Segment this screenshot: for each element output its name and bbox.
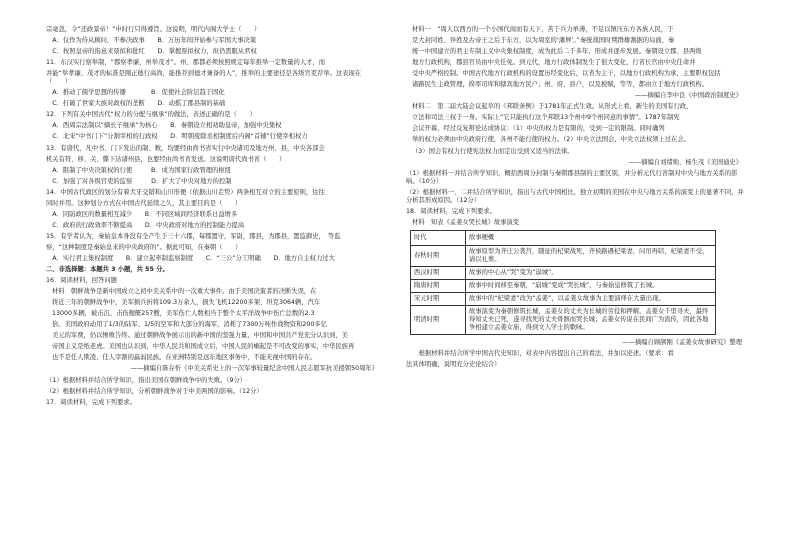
requirement-line: 根据材料并结合所学中国古代史知识，对表中内容提出自己的看法，并加以论述。（要求：看 [406,350,674,358]
material-two-source: ——摘编自刘绪贻、杨生茂《美国通史》 [628,158,742,166]
question-line: 机关有符、移、关、牒下达诸州县，也要经由尚书省发送。这说明唐代尚书省（ ） [46,155,286,163]
question-line: 12．下列有关中国古代“权力的分配与继承”的做法，表述正确的是（ ） [46,111,256,119]
question-18-title: 18．阅读材料，完成下列要求。 [406,207,496,215]
subquestion-line: （2）根据材料并结合所学知识，分析朝鲜战争对于中美两国的影响。（12分） [46,387,263,395]
table-caption: 材料 知表《孟姜女哭长城》故事演变 [412,218,520,226]
material-line: 材料二 第二届大陆会议起草的《邦联条例》于1781年正式生效。从形式上看，新生的美国有行政、 [412,103,693,111]
table-cell-summary: 故事中的“杞梁妻”改为“孟姜”，以孟姜女故事为主要演绎在大量出现。 [466,293,716,306]
table-row [411,245,716,266]
question-line: C．北宋“中书门下”分割宰相的行政权 D．明朝废除丞相制度后内阁“首辅”行使宰相权力 [46,133,308,141]
question-16-title: 16．阅读材料，回答问题 [46,277,117,285]
question-line: 15．有学者认为，秦始皇本身没有全产生于三十六郡，每郡置守，军尉，郡县，为郡县，置监御史， 等监 [46,232,341,240]
material-two [406,103,746,155]
material-line: 统一中国建立的君主专制主义中央集权制度，成为此后二千多年，形成并逐步发展。秦朝设立郡、县两级 [412,48,702,56]
table-cell-era: 明清时期 [411,306,466,335]
question-17-subquestions [406,170,746,205]
material-line: 13000多辆，被击沉、击伤舰艇257艘，美军伤亡人数相当于整个太平洋战争中伤亡总数的2.3 [52,310,315,318]
question-line: C．按照皇帝的指意来票拟和批红 D．掌握票拟权力，但仍需服从君权 [46,48,257,56]
question-line: 宗毫忽，令“还政景帝！”申时行只得遵旨。这说明，明代内阁大学士（ ） [46,26,261,33]
question-16-material [46,288,382,362]
left-column [46,26,382,410]
table-row [411,266,716,279]
table-cell-era: 春秋时期 [411,245,466,266]
material-one [406,26,746,89]
question-line: A．实行君主集权制度 B．建立起牵制监察制度 C．“三公”分工明确 D．地方自主权力过大 [46,254,335,262]
table-header-summary: 故事梗概 [466,230,716,245]
table-cell-era: 西汉时期 [411,266,466,279]
table-source: ——摘编自顾颉刚《孟姜女故事研究》整理 [622,339,742,347]
question-line: A．推动了儒学思想的传播 B．促使社会阶层趋于固化 [46,89,225,97]
material-line: （3）国会有权力行使宪法权力而定出受到又适当的法律。 [412,147,574,155]
material-line: 受中央严格控制。中国古代地方行政机构的设置历经变化后，以省为主干，以地方行政机构为承，主要职权包括 [412,70,721,78]
question-16-source: ——摘编自陈存忻《中美关系史上的一次军事较量纪念中国人民志愿军抗美援朝50周年》 [130,365,378,373]
subquestion-line: （1）根据材料并结合所学知识，指出美国在朝鲜战争中的失败。（9分） [46,376,247,384]
question-line: A．西周宗法制以“嫡长子继承”为核心 B．秦朝设立相劝助皇帝，加强中央集权 [46,122,282,130]
material-line: 美元的军费，仍以惨败告终。通过朝鲜战争展示出的新中国的坚强力量，中国和中国共产党充分认识到，美 [52,332,348,340]
section-title: 二、非选择题：本题共 3 小题，共 55 分。 [46,266,169,274]
material-line: 帝国主义是纸老虎。美国也认识到，中华人民共和国成立后，中国人民的崛起是不可改变的事实，中华民族再 [52,343,355,351]
question-16-subquestions [46,377,382,396]
table-row [411,306,716,335]
question-17-title: 17．阅读材料，完成下列要求。 [46,398,136,406]
question-line: 14．中国古代政区的划分有着犬牙交错和山川形便（依据山川走势）两条相互对立的主要原则，往往 [46,188,325,196]
question-line: 同时并用。这种划分方式在中国古代延续之久，其主要目的是（ ） [46,199,242,207]
right-column [406,26,746,372]
question-line: C．政府的行政效率不断提高 D．中央政府对地方的控制能力提高 [46,221,245,229]
material-line: 是大封同姓、异姓及古帝王之后于东方，以为周室的‘藩屏’。”秦统战国时期群雄割据的局面，秦 [412,37,675,45]
table-cell-summary: 故事演变为秦朝修筑长城，孟姜女的丈夫为长城的劳役和押解，孟姜女千里寻夫，最终得知丈夫已死，遂寻找死的丈夫骨骸而哭长城；孟姜女传说在民间广为流传，因此各地争相建立孟姜女庙，得到文人学士的歌咏。 [466,306,716,335]
table-row [411,280,716,293]
material-one-source: ——摘编自李中良《中国政治制度史》 [634,92,742,100]
subquestion-line: （1）根据材料一并结合所学知识，概括西周分封制与秦朝郡县制的主要区别，并分析元代行省制对中央与地方关系的影响。（10分） [406,169,738,185]
question-line: C．打破了世家大族对政权的垄断 D．动摇了郡县制的基础 [46,100,226,108]
table-cell-summary: 故事原型为齐庄公袭莒，随征的杞梁战死，齐侯路遇杞梁妻，问吊再唁，杞梁妻不受，请以礼葬。 [466,245,716,266]
table-cell-summary: 故事的中心从“哭”变为“崩城”。 [466,266,716,279]
question-line: 11．东汉实行察举制，“郡察孝廉，州举茂才”。州、郡都必须按照规定每年推举一定数量的人才，而 [46,59,326,67]
material-line: 诸路民生主政管理，揆率司库和辖宾地方民户；州、府、县户，以及税赋，等等，都由立于地方行政机构。 [412,81,708,89]
subquestion-line: （2）根据材料一、二并结合所学知识，指出与古代中国相比，独立初期的美国在中央与地方关系的演变上的显著不同，并分析其形成原因。（12分） [406,188,744,204]
table-cell-era: 宋元时期 [411,293,466,306]
question-18-requirement [406,350,746,369]
material-line: 也不是任人欺凌、任人宰割的羸弱民族。在亚洲特别是远东地区事务中，不能无视中国的存在。 [52,354,317,362]
question-line: 察，“这种制度是秦始皇来的中央政府的”。据此可知，在秦朝（ ） [46,243,242,251]
material-line: 倍。美国政府动用了1/3的陆军、1/5的空军和大部分的海军，消耗了7300万吨作战物资和200多亿 [52,321,327,329]
table-header-era: 时代 [411,230,466,245]
table-body [411,245,716,334]
question-line: 13．有唐代，凡中书、门下发出的制、敕，均要经由尚书省实行中央诸司及地方州、县，中央各部会 [46,144,325,152]
material-line: 材料一 “周人以西方的一个小国代商而有天下，苦于兵力单薄，不足以镇压东方各族人民，于 [412,26,674,33]
table-row [411,293,716,306]
requirement-line: 法具体明确，说明充分史论结合） [406,361,501,369]
table-cell-summary: 故事中时间移至秦朝，“崩城”变成“哭长城”，与秦始皇修筑了长城。 [466,280,716,293]
material-line: 会议开幕，经过反复辩论达成协议：（1）中央的权力是有限的，受到一定的限制。同时确列 [412,125,665,133]
multiple-choice-section [46,26,382,263]
material-line: 将近三年的朝鲜战争中，美军损兵折将109.3万余人，损失飞机12200多架、坦克3064辆，汽车 [52,299,321,307]
table-cell-era: 隋唐时期 [411,280,466,293]
question-line: 并能“举孝廉、茂才的标准是刚正德行高尚，能推荐到德才兼备的人”，推举的主要途径是各级官吏荐举。这表现在（ ） [46,70,362,86]
question-line: A．同防政区的数量相互减少 B．不同区域间经济联系日益增多 [46,210,238,218]
material-line: 举的权力必须由中央政府行使，各州不能行使的权力。（2）中央立法国会，中央立法权须上过在会。 [412,136,690,144]
material-line: 地方行政机构，郡县官员由中央任免。到元代，地方行政体制发生了很大变化，行省长官由中央任命并 [412,59,696,67]
material-line: 立法和司法三权于一身。实际上“它只能执行这个邦联13个州中9个州同意的事情”。1787年制宪 [412,114,680,122]
question-line: A．限制了中央决策权的行使 B．成为国家行政管理的枢纽 [46,166,231,174]
story-evolution-table [410,230,716,335]
table-header-row [411,230,716,245]
material-line: 材料 朝鲜战争是新中国成立之初中美关系中的一次重大事件。由于美国决策者的决断失误，在 [52,288,317,296]
question-line: A．仅作为侍从顾问，不参决政事 B．万历年间开始参与军国大事决策 [46,37,257,45]
question-line: C．加强了对各级官吏的监察 D．扩大了中央对地方的控制 [46,177,232,185]
